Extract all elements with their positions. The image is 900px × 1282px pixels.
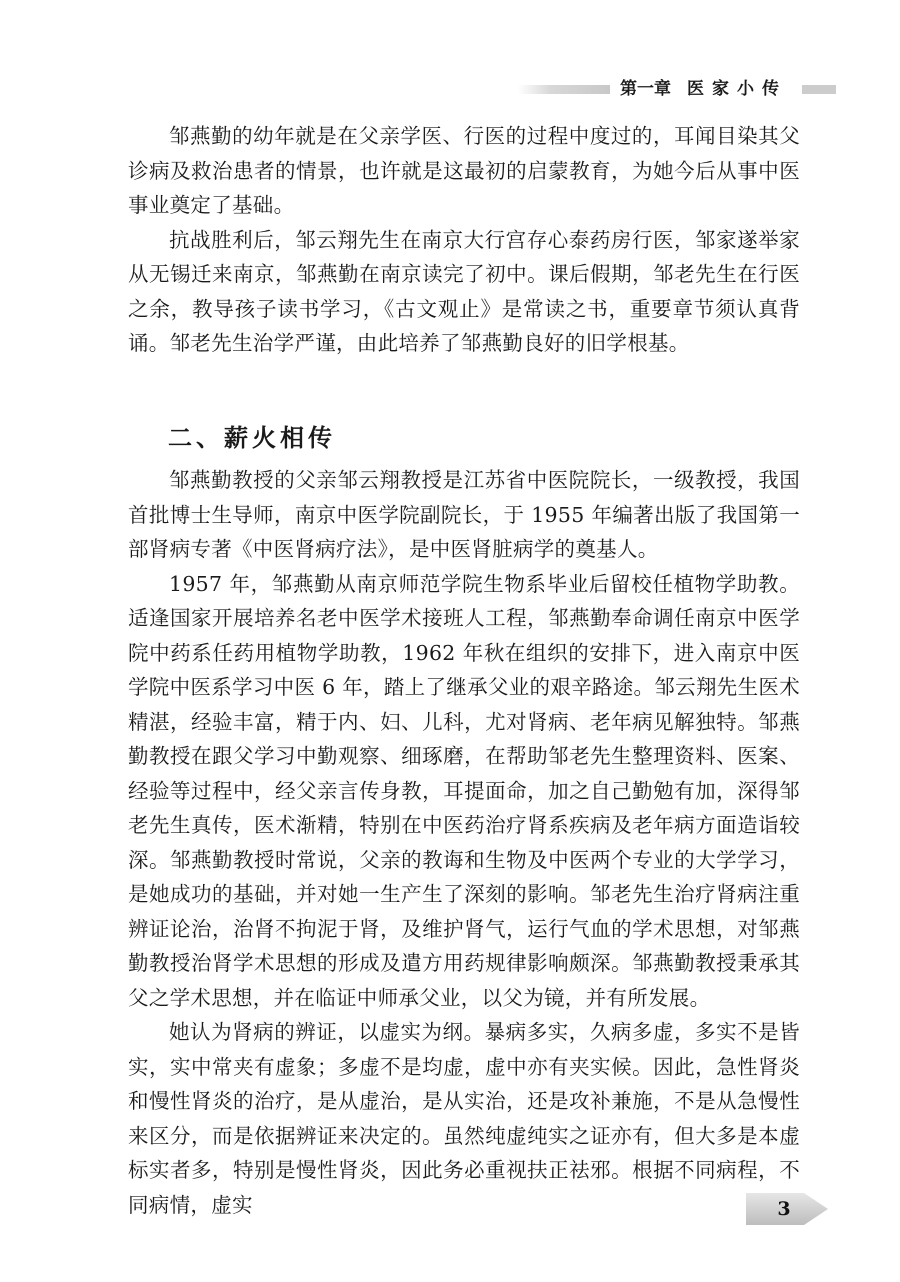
body-text-top — [128, 119, 800, 361]
paragraph: 邹燕勤教授的父亲邹云翔教授是江苏省中医院院长，一级教授，我国首批博士生导师，南京中医学院副院长，于 1955 年编著出版了我国第一部肾病专著《中医肾病疗法》，是中医肾脏病学的奠基人。 — [128, 468, 800, 561]
paragraph: 1957 年，邹燕勤从南京师范学院生物系毕业后留校任植物学助教。适逢国家开展培养名老中医学术接班人工程，邹燕勤奉命调任南京中医学院中药系任药用植物学助教，1962 年秋在组织的安排下，进入南京中医学院中医系学习中医 6 年，踏上了继承父业的艰辛路途。邹云翔先生医术精湛，经验丰富，精于内、妇、儿科，尤对肾病、老年病见解独特。邹燕勤教授在跟父学习中勤观察、细琢磨，在帮助邹老先生整理资料、医案、经验等过程中，经父亲言传身教，耳提面命，加之自己勤勉有加，深得邹老先生真传，医术渐精，特别在中医药治疗肾系疾病及老年病方面造诣较深。邹燕勤教授时常说，父亲的教诲和生物及中医两个专业的大学学习，是她成功的基础，并对她一生产生了深刻的影响。邹老先生治疗肾病注重辨证论治，治肾不拘泥于肾，及维护肾气，运行气血的学术思想，对邹燕勤教授治肾学术思想的形成及遣方用药规律影响颇深。邹燕勤教授秉承其父之学术思想，并在临证中师承父业，以父为镜，并有所发展。 — [128, 571, 800, 1010]
chapter-number: 第一章 — [620, 79, 671, 99]
paragraph: 抗战胜利后，邹云翔先生在南京大行宫存心泰药房行医，邹家遂举家从无锡迁来南京，邹燕勤在南京读完了初中。课后假期，邹老先生在行医之余，教导孩子读书学习，《古文观止》是常读之书，重要章节须认真背诵。邹老先生治学严谨，由此培养了邹燕勤良好的旧学根基。 — [128, 227, 800, 355]
header-decoration-bar-left — [518, 85, 610, 94]
header-decoration-bar-right — [802, 85, 836, 94]
section-heading: 二、薪火相传 — [168, 424, 336, 452]
chapter-title: 医家小传 — [687, 79, 787, 99]
running-header — [620, 77, 787, 101]
page-number-tab — [746, 1193, 828, 1225]
paragraph: 邹燕勤的幼年就是在父亲学医、行医的过程中度过的，耳闻目染其父诊病及救治患者的情景，也许就是这最初的启蒙教育，为她今后从事中医事业奠定了基础。 — [128, 124, 800, 217]
paragraph: 她认为肾病的辨证，以虚实为纲。暴病多实，久病多虚，多实不是皆实，实中常夹有虚象；多虚不是均虚，虚中亦有夹实候。因此，急性肾炎和慢性肾炎的治疗，是从虚治，是从实治，还是攻补兼施，不是从急慢性来区分，而是依据辨证来决定的。虽然纯虚纯实之证亦有，但大多是本虚标实者多，特别是慢性肾炎，因此务必重视扶正祛邪。根据不同病程，不同病情，虚实 — [128, 1020, 800, 1217]
page-number: 3 — [777, 1198, 791, 1220]
body-text-section — [128, 463, 800, 1222]
